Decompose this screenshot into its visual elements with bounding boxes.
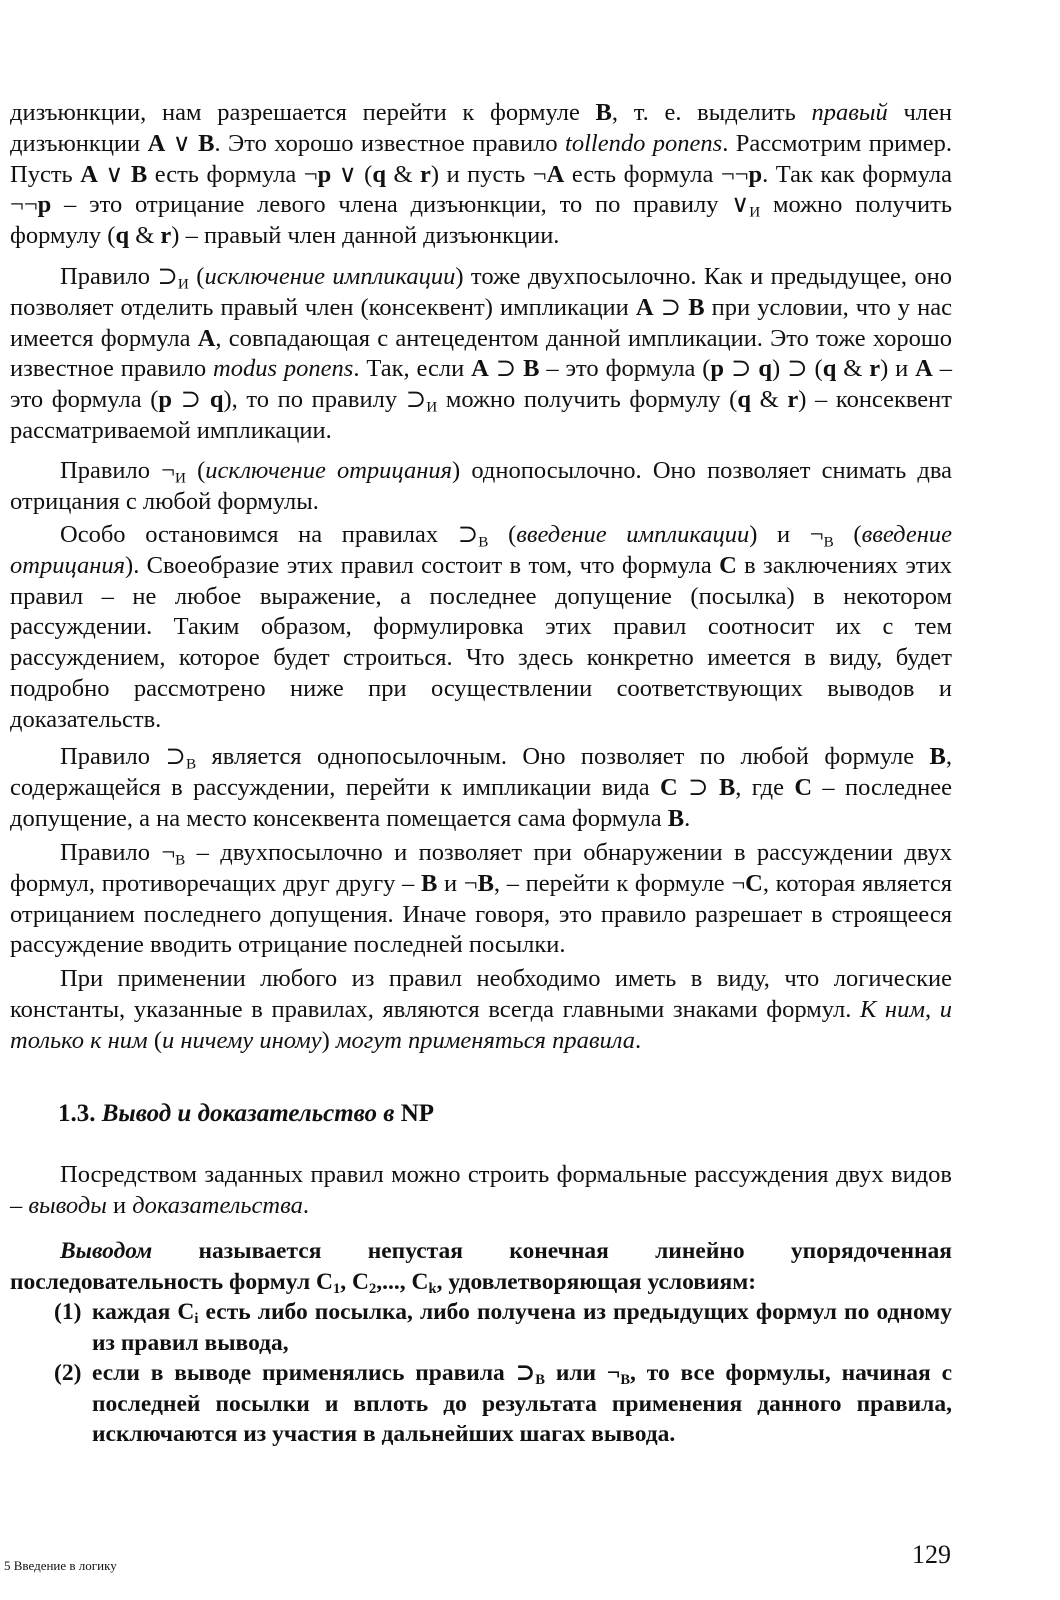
para-negation-elimination: Правило $\neg_И$ (исключение отрицания) однопосылочно. Оно позволяет снимать два отрицания с любой формулы. — [10, 457, 952, 515]
para-two-kinds: Посредством заданных правил можно строить формальные рассуждения двух видов – выводы и доказательства. — [10, 1161, 952, 1219]
para-implication-elimination: Правило $⊃_И$ (исключение импликации) тоже двухпосылочно. Как и предыдущее, оно позволяет отделить правый член (консеквент) импликации A ⊃ B при условии, что у нас имеется формула A, совпадающая с антецедентом данной импликации. Это тоже хорошо известное правило modus ponens. Так, если A ⊃ B – это формула (p ⊃ q) ⊃ (q & r) и A – это формула (p ⊃ q), то по правилу $⊃_И$ можно получить формулу (q & r) – консеквент рассматриваемой импликации. — [10, 263, 953, 444]
definition-intro: Выводом называется непустая конечная линейно упорядоченная последовательность формул $C_1$, $C_2$,..., $C_k$, удовлетворяющая условиям: — [10, 1238, 952, 1297]
para-negation-introduction: Правило $\neg_В$ – двухпосылочно и позволяет при обнаружении в рассуждении двух формул, противоречащих друг другу – B и ¬B, – перейти к формуле ¬C, которая является отрицанием последнего допущения. Иначе говоря, это правило разрешает в строящееся рассуждение вводить отрицание последней посылки. — [10, 839, 953, 959]
definition-condition-2 — [10, 1358, 952, 1450]
definition-conditions — [10, 1297, 952, 1450]
section-heading: 1.3. Вывод и доказательство в NP — [58, 1100, 435, 1127]
condition-number: (1) — [54, 1299, 82, 1325]
condition-text: если в выводе применялись правила $⊃_В$ или $\neg_В$, то все формулы, начиная с последней посылки и вплоть до результата применения данного правила, исключаются из участия в дальнейших шагах вывода. — [92, 1360, 953, 1447]
definition-condition-1 — [10, 1297, 952, 1358]
para-introduction-rules: Особо остановимся на правилах $⊃_В$ (введение импликации) и $\neg_В$ (введение отрицания). Своеобразие этих правил состоит в том, что формула C в заключениях этих правил – не любое выражение, а последнее допущение (посылка) в некотором рассуждении. Таким образом, формулировка этих правил соотносит их с тем рассуждением, которое будет строиться. Что здесь конкретно имеется в виду, будет подробно рассмотрено ниже при осуществлении соответствующих выводов и доказательств. — [10, 521, 952, 733]
para-implication-introduction: Правило $⊃_В$ является однопосылочным. Оно позволяет по любой формуле B, содержащейся в рассуждении, перейти к импликации вида C ⊃ B, где C – последнее допущение, а на место консеквента помещается сама формула B. — [10, 743, 952, 832]
para-logical-constants: При применении любого из правил необходимо иметь в виду, что логические константы, указанные в правилах, являются всегда главными знаками формул. К ним, и только к ним (и ничему иному) могут применяться правила. — [10, 965, 953, 1054]
definition-block — [10, 1236, 952, 1450]
signature-mark: 5 Введение в логику — [4, 1558, 117, 1573]
page-number: 129 — [912, 1540, 951, 1569]
para-disjunction-continued: дизъюнкции, нам разрешается перейти к формуле B, т. е. выделить правый член дизъюнкции A ∨ B. Это хорошо известное правило tollendo ponens. Рассмотрим пример. Пусть A ∨ B есть формула ¬p ∨ (q & r) и пусть ¬A есть формула ¬¬p. Так как формула ¬¬p – это отрицание левого члена дизъюнкции, то по правилу $\vee_И$ можно получить формулу (q & r) – правый член данной дизъюнкции. — [10, 99, 953, 250]
condition-number: (2) — [54, 1360, 82, 1386]
condition-text: каждая $C_i$ есть либо посылка, либо получена из предыдущих формул по одному из правил вывода, — [92, 1299, 953, 1356]
